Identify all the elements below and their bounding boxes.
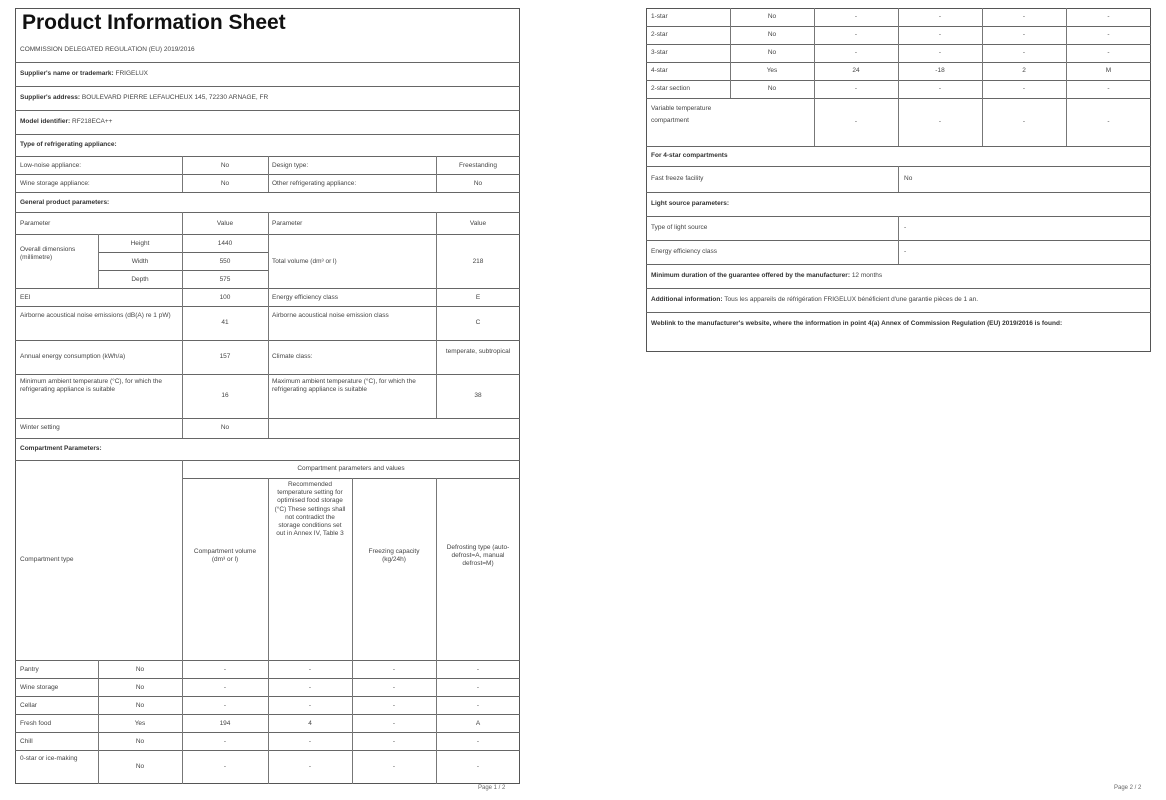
compartment-present: No	[767, 13, 777, 20]
compartment-temp: -	[308, 702, 312, 709]
compartment-temp: -	[938, 49, 942, 56]
page-number: Page 2 / 2	[1114, 785, 1142, 791]
light-header: Light source parameters:	[651, 200, 730, 207]
supplier-address-row	[20, 94, 268, 102]
compartment-present: No	[135, 738, 145, 745]
compartment-volume: -	[223, 666, 227, 673]
compartment-freezing: -	[1022, 85, 1026, 92]
supplier-address-label: Supplier's address:	[20, 94, 81, 101]
low-noise-value: No	[220, 162, 230, 169]
comp-defrost-header: Defrosting type (auto-defrost=A, manual defrost=M)	[446, 544, 510, 567]
compartment-present: No	[135, 763, 145, 770]
design-type-value: Freestanding	[459, 162, 497, 169]
compartment-freezing: -	[1022, 49, 1026, 56]
page-title: Product Information Sheet	[22, 11, 286, 34]
value-col-header-2: Value	[469, 220, 487, 227]
compartment-name: 2-star	[651, 31, 668, 38]
compartment-name: Chill	[20, 738, 33, 745]
compartment-temp: 4	[308, 720, 312, 727]
compartment-defrost: -	[476, 763, 480, 770]
compartment-name: 2-star section	[651, 85, 691, 92]
max-temp-label: Maximum ambient temperature (°C), for which the refrigerating appliance is suitable	[272, 378, 416, 393]
min-temp-label: Minimum ambient temperature (°C), for which the refrigerating appliance is suitable	[20, 378, 163, 393]
supplier-name-row	[20, 70, 148, 78]
page-2	[640, 0, 1166, 800]
compartment-freezing: -	[392, 702, 396, 709]
fast-freeze-label: Fast freeze facility	[651, 175, 704, 182]
comp-volume-header: Compartment volume (dm³ or l)	[193, 548, 257, 563]
compartment-freezing: -	[392, 738, 396, 745]
annual-energy-value: 157	[219, 353, 231, 360]
compartment-defrost: -	[476, 702, 480, 709]
width-label: Width	[131, 258, 149, 265]
compartment-defrost: -	[1107, 118, 1110, 125]
compartment-defrost: A	[475, 720, 481, 727]
regulation-text: COMMISSION DELEGATED REGULATION (EU) 2019/2016	[20, 46, 195, 53]
compartment-freezing: 2	[1022, 67, 1026, 74]
eei-value: 100	[219, 294, 231, 301]
compartment-volume: -	[223, 763, 227, 770]
general-header: General product parameters:	[20, 199, 110, 206]
model-row	[20, 118, 112, 126]
compartment-freezing: -	[1022, 13, 1026, 20]
compartment-volume: 24	[852, 67, 860, 74]
compartment-name: 3-star	[651, 49, 668, 56]
page-number: Page 1 / 2	[478, 785, 506, 791]
height-value: 1440	[217, 240, 233, 247]
additional-value: Tous les appareils de réfrigération FRIGELUX bénéficient d'une garantie pièces de 1 an.	[724, 296, 979, 303]
compartment-present: No	[767, 31, 777, 38]
compartment-temp: -	[308, 738, 312, 745]
total-volume-label: Total volume (dm³ or l)	[272, 258, 337, 265]
compartment-name: 0-star or ice-making	[20, 755, 78, 762]
total-volume-value: 218	[472, 258, 484, 265]
max-temp-value: 38	[474, 392, 482, 399]
compartment-temp: -	[938, 85, 942, 92]
compartment-volume: -	[854, 118, 858, 125]
compartment-temp: -	[308, 763, 312, 770]
compartment-defrost: -	[1107, 13, 1110, 20]
compartment-volume: -	[223, 702, 227, 709]
winter-value: No	[220, 424, 230, 431]
additional-row	[651, 296, 978, 304]
light-type-label: Type of light source	[651, 224, 708, 231]
energy-class-label: Energy efficiency class	[272, 294, 338, 301]
additional-label: Additional information:	[651, 296, 723, 303]
compartment-temp: -	[308, 666, 312, 673]
guarantee-label: Minimum duration of the guarantee offered by the manufacturer:	[651, 272, 850, 279]
compartment-temp: -	[938, 13, 942, 20]
depth-value: 575	[219, 276, 231, 283]
compartment-temp: -	[938, 31, 942, 38]
compartment-volume: -	[854, 85, 858, 92]
compartment-temp: -	[308, 684, 312, 691]
compartment-present: No	[767, 85, 777, 92]
compartment-name: 1-star	[651, 13, 668, 20]
other-refrig-value: No	[473, 180, 483, 187]
height-label: Height	[130, 240, 150, 247]
compartment-volume: -	[854, 31, 858, 38]
compartment-present: Yes	[134, 720, 146, 727]
compartment-defrost: -	[1107, 31, 1110, 38]
comp-type-header: Compartment type	[20, 556, 74, 563]
annual-energy-label: Annual energy consumption (kWh/a)	[20, 353, 126, 360]
other-refrig-label: Other refrigerating appliance:	[272, 180, 357, 187]
noise-class-value: C	[475, 319, 481, 326]
guarantee-value: 12 months	[851, 272, 883, 279]
fast-freeze-value: No	[904, 175, 913, 182]
compartment-defrost: M	[1105, 67, 1112, 74]
wine-storage-value: No	[220, 180, 230, 187]
light-type-value: -	[904, 224, 907, 231]
page-1	[0, 0, 530, 800]
compartment-volume: -	[223, 738, 227, 745]
model-value: RF218ECA++	[72, 118, 113, 125]
light-class-value: -	[904, 248, 907, 255]
comp-values-header: Compartment parameters and values	[297, 465, 405, 472]
compartment-defrost: -	[476, 738, 480, 745]
winter-label: Winter setting	[20, 424, 60, 431]
compartment-header: Compartment Parameters:	[20, 445, 102, 452]
noise-label: Airborne acoustical noise emissions (dB(A) re 1 pW)	[20, 312, 171, 319]
eei-label: EEI	[20, 294, 31, 301]
model-label: Model identifier:	[20, 118, 71, 125]
value-col-header: Value	[216, 220, 234, 227]
compartment-freezing: -	[1022, 31, 1026, 38]
climate-class-label: Climate class:	[272, 353, 313, 360]
compartment-name: Fresh food	[20, 720, 52, 727]
compartment-present: Yes	[766, 67, 778, 74]
comp-freezing-header: Freezing capacity (kg/24h)	[368, 548, 420, 563]
compartment-volume: -	[854, 49, 858, 56]
design-type-label: Design type:	[272, 162, 309, 169]
param-col-header: Parameter	[20, 220, 51, 227]
supplier-name-label: Supplier's name or trademark:	[20, 70, 114, 77]
compartment-temp: -	[938, 118, 942, 125]
low-noise-label: Low-noise appliance:	[20, 162, 82, 169]
compartment-freezing: -	[392, 684, 396, 691]
param-col-header-2: Parameter	[272, 220, 303, 227]
compartment-freezing: -	[392, 720, 396, 727]
guarantee-row	[651, 272, 882, 280]
compartment-freezing: -	[392, 763, 396, 770]
light-class-label: Energy efficiency class	[651, 248, 717, 255]
compartment-volume: -	[854, 13, 858, 20]
compartment-present: No	[135, 666, 145, 673]
energy-class-value: E	[475, 294, 481, 301]
supplier-address-value: BOULEVARD PIERRE LEFAUCHEUX 145, 72230 ARNAGE, FR	[81, 94, 269, 101]
type-header: Type of refrigerating appliance:	[20, 141, 117, 148]
compartment-name: Variable temperature compartment	[651, 105, 712, 124]
compartment-defrost: -	[476, 684, 480, 691]
compartment-defrost: -	[1107, 49, 1110, 56]
weblink-label: Weblink to the manufacturer's website, where the information in point 4(a) Annex of Commission Regulation (EU) 2019/2016 is found:	[651, 320, 1063, 327]
compartment-temp: -18	[935, 67, 945, 74]
compartment-volume: 194	[219, 720, 231, 727]
width-value: 550	[219, 258, 231, 265]
compartment-name: 4-star	[651, 67, 668, 74]
compartment-present: No	[767, 49, 777, 56]
four-star-header: For 4-star compartments	[651, 152, 728, 159]
compartment-present: No	[135, 684, 145, 691]
compartment-name: Pantry	[20, 666, 39, 673]
compartment-freezing: -	[1022, 118, 1026, 125]
supplier-name-value: FRIGELUX	[115, 70, 148, 77]
compartment-name: Wine storage	[20, 684, 59, 691]
compartment-present: No	[135, 702, 145, 709]
climate-class-value: temperate, subtropical	[445, 348, 511, 355]
wine-storage-label: Wine storage appliance:	[20, 180, 90, 187]
compartment-volume: -	[223, 684, 227, 691]
comp-temp-header: Recommended temperature setting for optimised food storage (°C) These settings shall not contradict the storage conditions set out in Annex IV, Table 3	[274, 481, 346, 538]
compartment-defrost: -	[1107, 85, 1110, 92]
compartment-freezing: -	[392, 666, 396, 673]
noise-value: 41	[221, 319, 229, 326]
noise-class-label: Airborne acoustical noise emission class	[272, 312, 389, 319]
min-temp-value: 16	[221, 392, 229, 399]
overall-dim-label: Overall dimensions (millimetre)	[20, 246, 76, 261]
compartment-defrost: -	[476, 666, 480, 673]
compartment-name: Cellar	[20, 702, 37, 709]
depth-label: Depth	[131, 276, 149, 283]
